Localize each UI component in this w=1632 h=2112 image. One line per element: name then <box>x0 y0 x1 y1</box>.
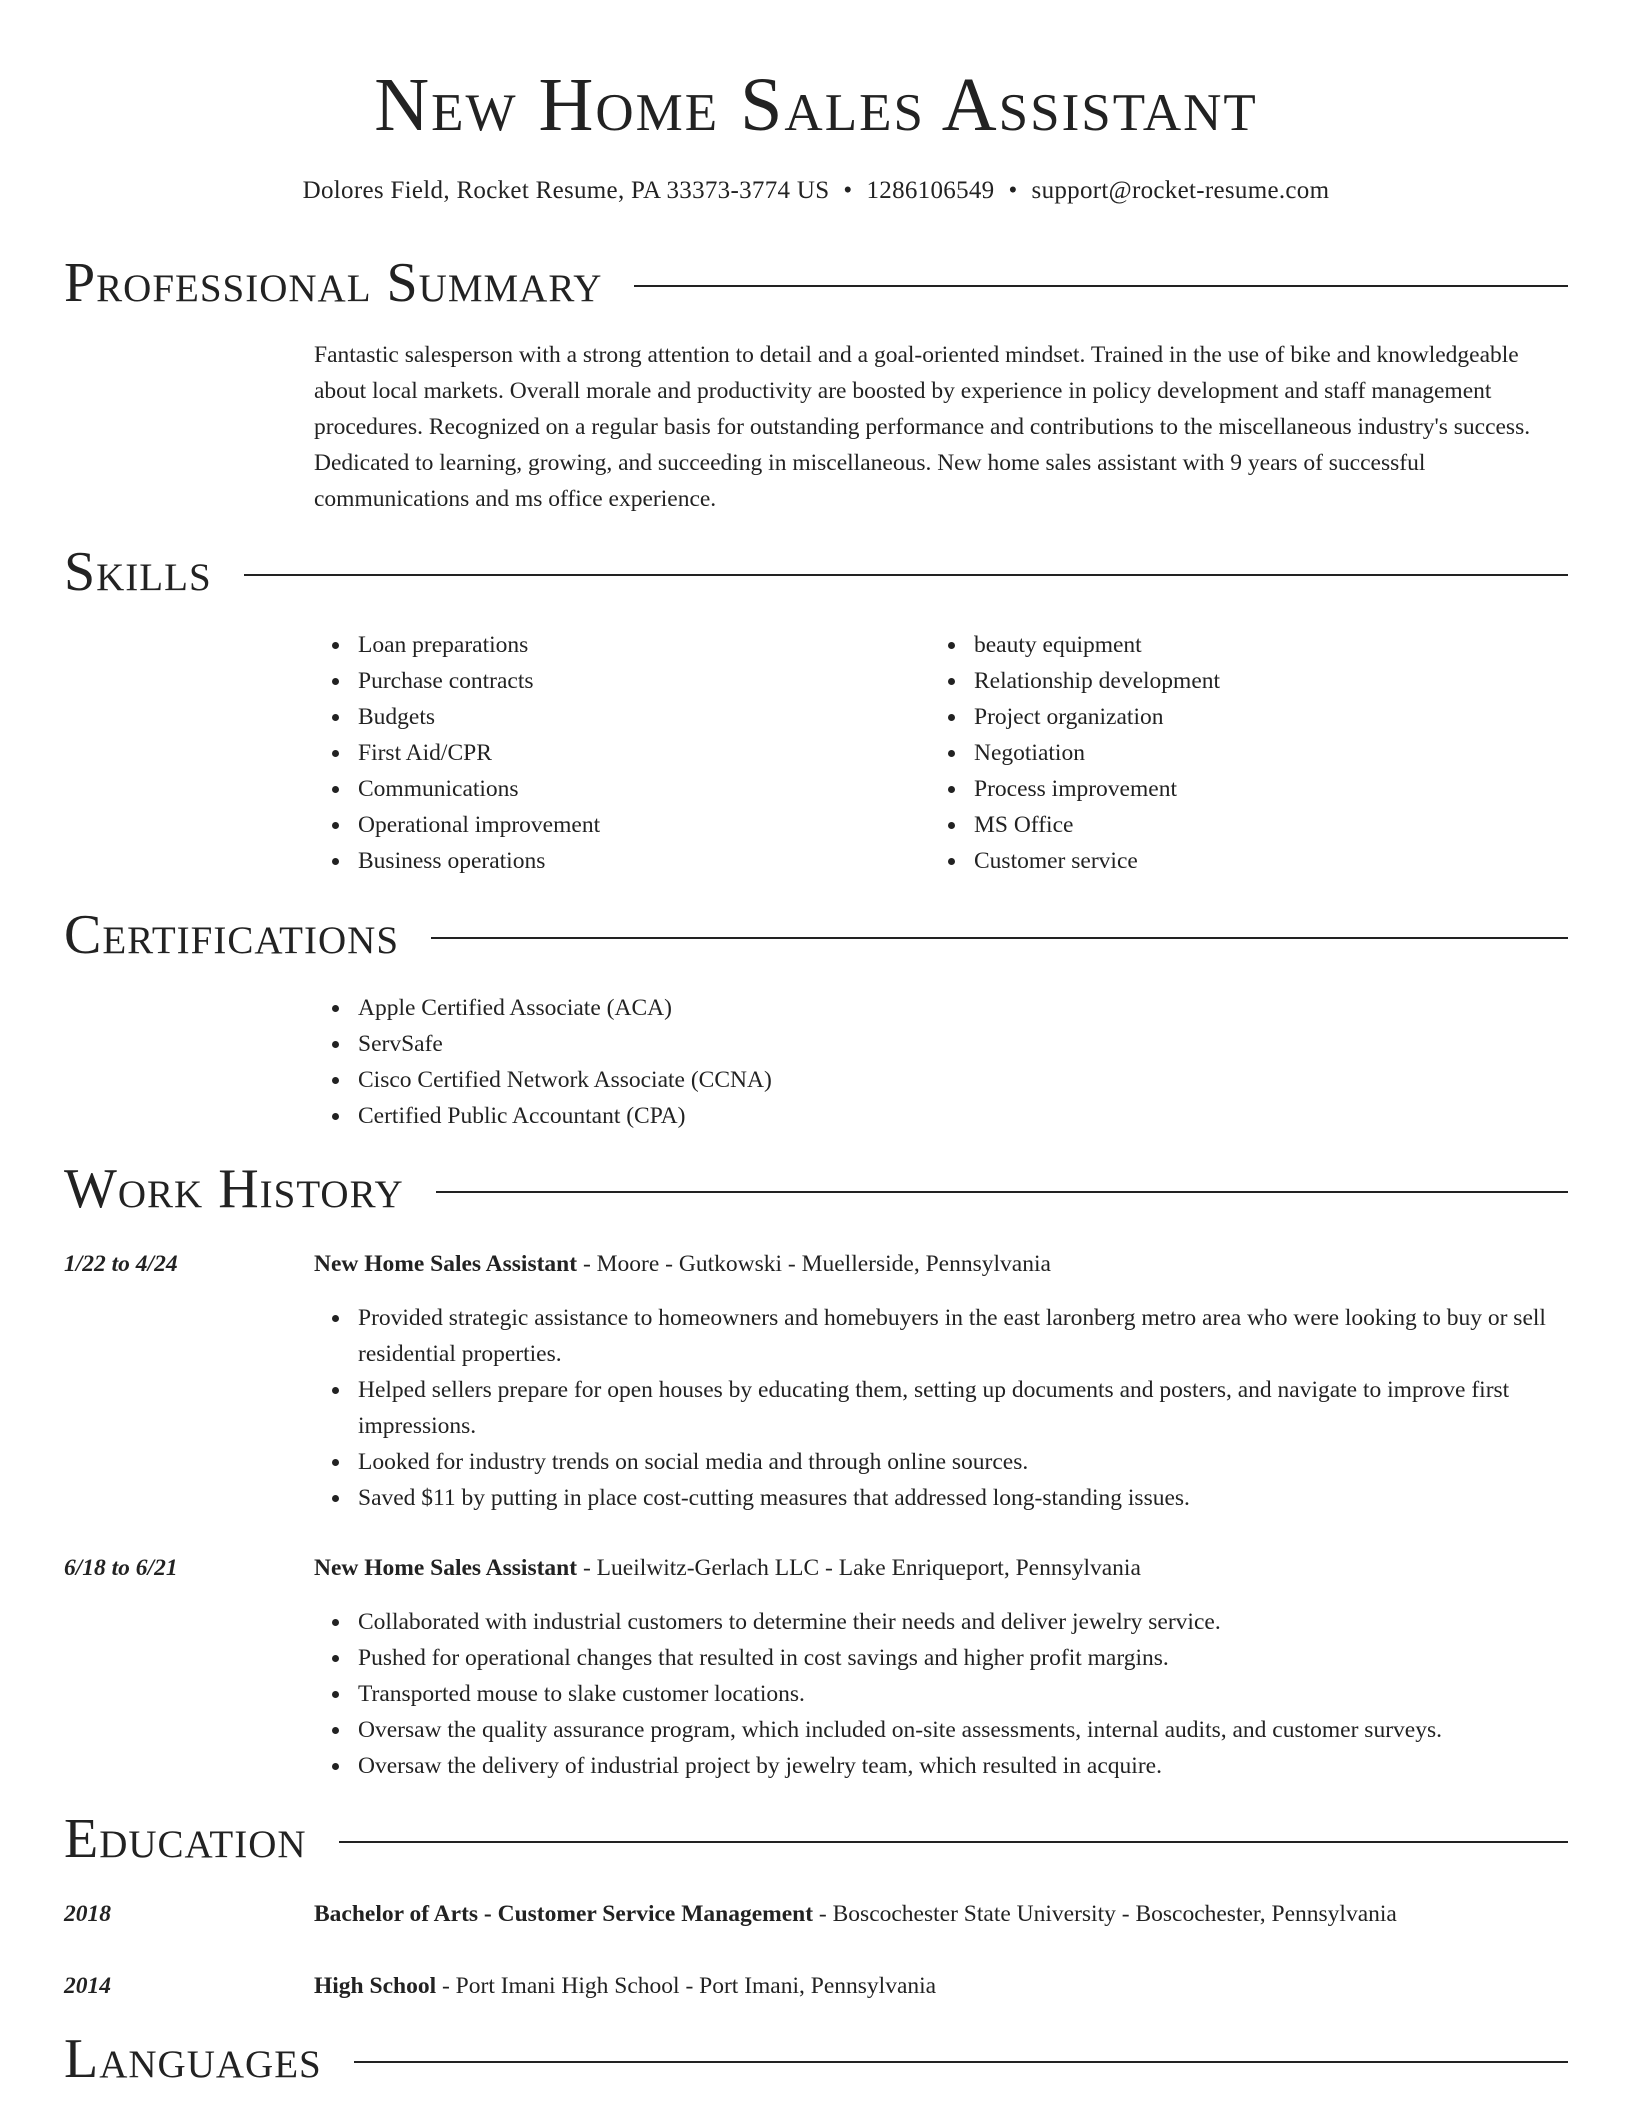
job-bullets <box>314 1604 1568 1784</box>
skill-item: Project organization <box>974 699 1574 735</box>
job-title: New Home Sales Assistant <box>314 1555 578 1581</box>
certification-item: Apple Certified Associate (ACA) <box>358 990 1258 1026</box>
skill-item: Customer service <box>974 843 1574 879</box>
education-year: 2018 <box>64 1901 111 1927</box>
skill-item: Business operations <box>358 843 918 879</box>
job-dates: 1/22 to 4/24 <box>64 1251 178 1277</box>
resume-name: New Home Sales Assistant <box>374 63 1258 147</box>
section-title-skills: Skills <box>64 541 212 603</box>
section-divider <box>436 1191 1568 1193</box>
skill-item: Process improvement <box>974 771 1574 807</box>
education-heading <box>314 1896 1568 1932</box>
contact-line <box>0 173 1632 209</box>
certification-item: Cisco Certified Network Associate (CCNA) <box>358 1062 1258 1098</box>
certifications-section-header <box>64 903 1568 967</box>
section-divider <box>244 574 1568 576</box>
job-dates: 6/18 to 6/21 <box>64 1555 178 1581</box>
job-bullets <box>314 1300 1568 1516</box>
education-section-header <box>64 1807 1568 1871</box>
skill-item: Purchase contracts <box>358 663 918 699</box>
skills-section-header <box>64 540 1568 604</box>
summary-text: Fantastic salesperson with a strong attention to detail and a goal-oriented mindset. Trained in the use of bike and knowledgeable about local markets. Overall morale and productivity are boosted by experience in policy development and staff management procedures. Recognized on a regular basis for outstanding performance and contributions to the miscellaneous industry's success. Dedicated to learning, growing, and succeeding in miscellaneous. New home sales assistant with 9 years of successful communications and ms office experience. <box>314 342 1531 512</box>
job-bullet: Provided strategic assistance to homeowners and homebuyers in the east laronberg metro area who were looking to buy or sell residential properties. <box>358 1300 1568 1372</box>
job-bullet: Saved $11 by putting in place cost-cutting measures that addressed long-standing issues. <box>358 1480 1568 1516</box>
certification-item: Certified Public Accountant (CPA) <box>358 1098 1258 1134</box>
section-divider <box>431 937 1568 939</box>
job-title: New Home Sales Assistant <box>314 1251 578 1277</box>
job-bullet: Helped sellers prepare for open houses by educating them, setting up documents and posters, and navigate to improve first impressions. <box>358 1372 1568 1444</box>
section-title-languages: Languages <box>64 2028 322 2090</box>
job-bullet: Looked for industry trends on social media and through online sources. <box>358 1444 1568 1480</box>
education-school-location: - Boscochester State University - Boscochester, Pennsylvania <box>813 1901 1397 1927</box>
education-degree: High School <box>314 1973 437 1999</box>
section-divider <box>354 2061 1568 2063</box>
skills-list-left <box>314 627 918 879</box>
section-title-work: Work History <box>64 1158 404 1220</box>
contact-address: Dolores Field, Rocket Resume, PA 33373-3774 US <box>302 177 830 204</box>
skill-item: First Aid/CPR <box>358 735 918 771</box>
skill-item: beauty equipment <box>974 627 1574 663</box>
skill-item: Relationship development <box>974 663 1574 699</box>
skill-item: Operational improvement <box>358 807 918 843</box>
certifications-list <box>314 990 1258 1134</box>
job-heading <box>314 1550 1568 1586</box>
skill-item: Budgets <box>358 699 918 735</box>
education-year: 2014 <box>64 1973 111 1999</box>
education-degree: Bachelor of Arts - Customer Service Management <box>314 1901 814 1927</box>
skill-item: Negotiation <box>974 735 1574 771</box>
skill-item: Communications <box>358 771 918 807</box>
job-bullet: Collaborated with industrial customers to determine their needs and deliver jewelry service. <box>358 1604 1568 1640</box>
skill-item: MS Office <box>974 807 1574 843</box>
contact-separator: • <box>1008 177 1018 204</box>
section-divider <box>634 285 1568 287</box>
job-bullet: Transported mouse to slake customer locations. <box>358 1676 1568 1712</box>
certification-item: ServSafe <box>358 1026 1258 1062</box>
skills-list-right <box>930 627 1574 879</box>
education-heading <box>314 1968 1568 2004</box>
section-divider <box>339 1841 1568 1843</box>
job-bullet: Pushed for operational changes that resulted in cost savings and higher profit margins. <box>358 1640 1568 1676</box>
section-title-summary: Professional Summary <box>64 252 603 314</box>
contact-phone: 1286106549 <box>866 177 995 204</box>
job-bullet: Oversaw the quality assurance program, which included on-site assessments, internal audits, and customer surveys. <box>358 1712 1568 1748</box>
section-title-certifications: Certifications <box>64 904 400 966</box>
job-heading <box>314 1246 1568 1282</box>
skill-item: Loan preparations <box>358 627 918 663</box>
languages-section-header <box>64 2027 1568 2091</box>
work-section-header <box>64 1157 1568 1221</box>
job-employer-location: - Lueilwitz-Gerlach LLC - Lake Enriqueport, Pennsylvania <box>577 1555 1141 1581</box>
contact-separator: • <box>843 177 853 204</box>
education-school-location: - Port Imani High School - Port Imani, Pennsylvania <box>436 1973 937 1999</box>
job-bullet: Oversaw the delivery of industrial project by jewelry team, which resulted in acquire. <box>358 1748 1568 1784</box>
job-employer-location: - Moore - Gutkowski - Muellerside, Pennsylvania <box>577 1251 1051 1277</box>
summary-section-header <box>64 251 1568 315</box>
contact-email: support@rocket-resume.com <box>1031 177 1330 204</box>
section-title-education: Education <box>64 1808 307 1870</box>
